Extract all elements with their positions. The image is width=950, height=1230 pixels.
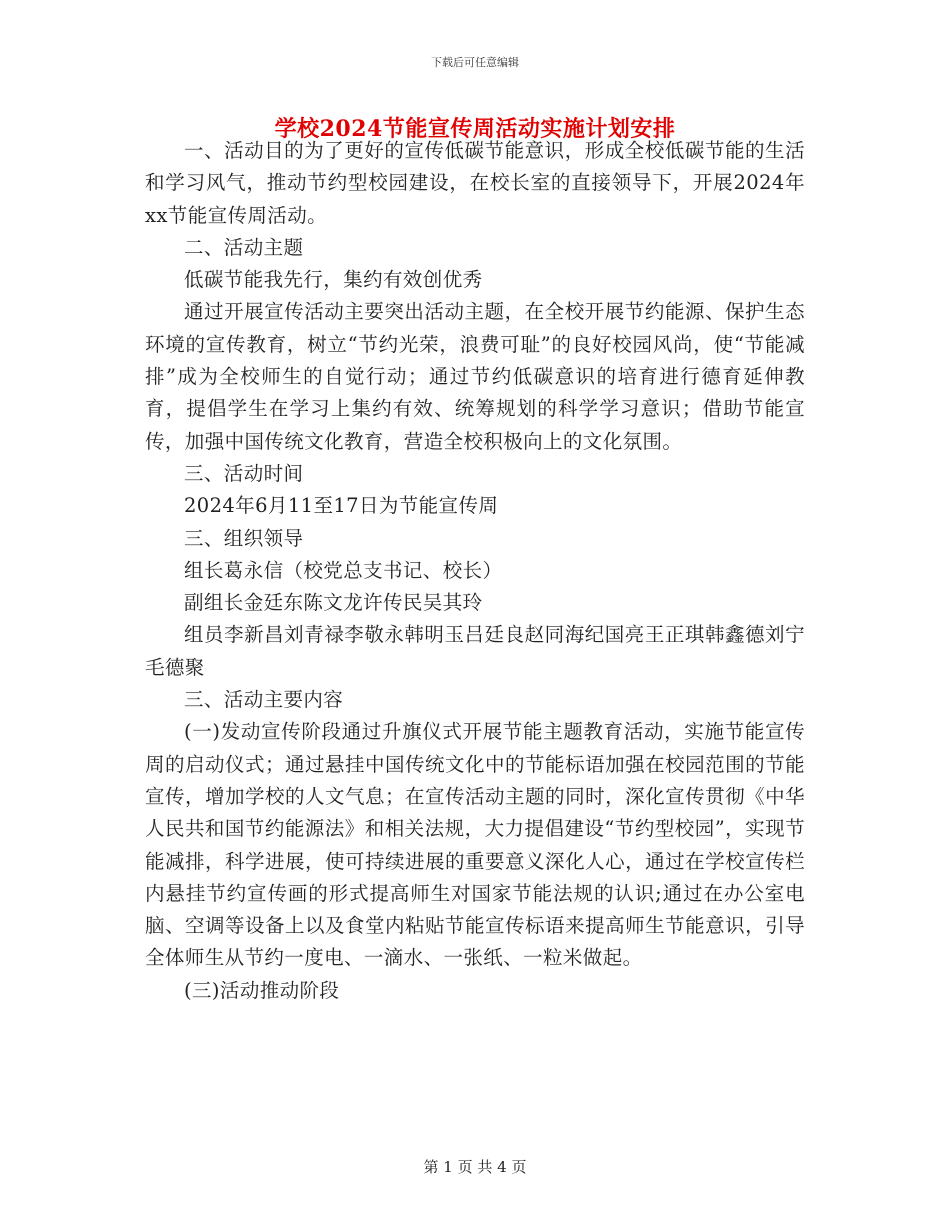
paragraph-purpose: 一、活动目的为了更好的宣传低碳节能意识，形成全校低碳节能的生活和学习风气，推动节约型校园建设，在校长室的直接领导下，开展2024年xx节能宣传周活动。 <box>145 139 805 227</box>
heading-leadership: 三、组织领导 <box>184 526 304 550</box>
page-footer: 第 1 页 共 4 页 <box>423 1158 527 1176</box>
heading-main-content: 三、活动主要内容 <box>184 688 344 712</box>
paragraph-theme-detail: 通过开展宣传活动主要突出活动主题，在全校开展节约能源、保护生态环境的宣传教育，树立“节约光荣，浪费可耻”的良好校园风尚，使“节能减排”成为全校师生的自觉行动；通过节约低碳意识的培育进行德育延伸教育，提倡学生在学习上集约有效、统筹规划的科学学习意识；借助节能宣传，加强中国传统文化教育，营造全校积极向上的文化氛围。 <box>145 300 805 453</box>
document-title: 学校2024节能宣传周活动实施计划安排 <box>274 116 676 142</box>
paragraph-stage-three: (三)活动推动阶段 <box>184 978 340 1002</box>
paragraph-members: 组员李新昌刘青禄李敬永韩明玉吕廷良赵同海纪国亮王正琪韩鑫德刘宁毛德聚 <box>145 623 805 679</box>
heading-theme: 二、活动主题 <box>184 235 304 259</box>
paragraph-leader: 组长葛永信（校党总支书记、校长） <box>184 558 503 582</box>
paragraph-stage-one: (一)发动宣传阶段通过升旗仪式开展节能主题教育活动，实施节能宣传周的启动仪式；通过悬挂中国传统文化中的节能标语加强在校园范围的节能宣传，增加学校的人文气息；在宣传活动主题的同时，深化宣传贯彻《中华人民共和国节约能源法》和相关法规，大力提倡建设“节约型校园”，实现节能减排，科学进展，使可持续进展的重要意义深化人心，通过在学校宣传栏内悬挂节约宣传画的形式提高师生对国家节能法规的认识;通过在办公室电脑、空调等设备上以及食堂内粘贴节能宣传标语来提高师生节能意识，引导全体师生从节约一度电、一滴水、一张纸、一粒米做起。 <box>145 720 805 970</box>
page-header-note: 下载后可任意编辑 <box>431 56 519 69</box>
paragraph-theme-slogan: 低碳节能我先行，集约有效创优秀 <box>184 268 483 292</box>
paragraph-time: 2024年6月11至17日为节能宣传周 <box>184 494 499 518</box>
document-body <box>145 135 805 1007</box>
paragraph-deputy-leaders: 副组长金廷东陈文龙许传民吴其玲 <box>184 591 483 615</box>
heading-time: 三、活动时间 <box>184 461 304 485</box>
